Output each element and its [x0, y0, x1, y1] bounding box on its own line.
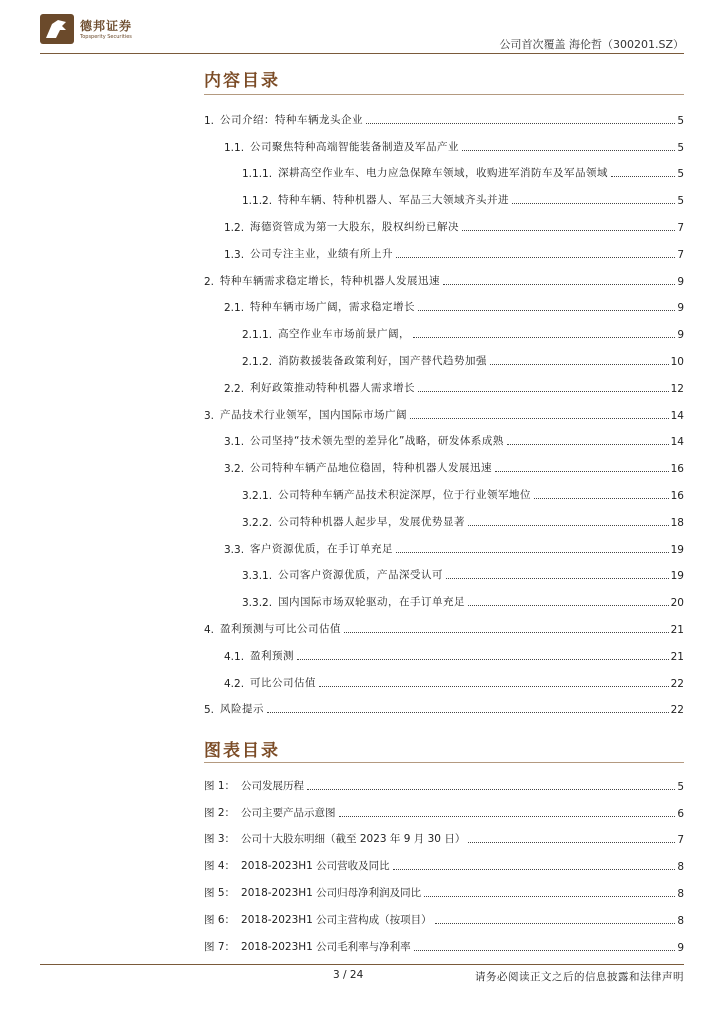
entry-number: 图 6：	[204, 913, 236, 926]
entry-number: 3.2.	[224, 463, 245, 476]
entry-page-number: 16	[670, 463, 684, 476]
entry-title: 公司客户资源优质，产品深受认可	[278, 569, 444, 582]
entry-title: 产品技术行业领军，国内国际市场广阔	[220, 408, 408, 421]
entry-number: 1.2.	[224, 221, 245, 234]
entry-title: 客户资源优质，在手订单充足	[250, 542, 394, 555]
dot-leader	[435, 923, 676, 924]
dot-leader	[267, 712, 669, 713]
toc-entry[interactable]	[204, 609, 684, 636]
entry-title: 海德资管成为第一大股东，股权纠纷已解决	[250, 220, 460, 233]
toc-title: 内容目录	[204, 71, 280, 91]
entry-page-number: 14	[670, 436, 684, 449]
figure-entry[interactable]	[204, 873, 684, 900]
entry-title: 利好政策推动特种机器人需求增长	[250, 381, 416, 394]
entry-page-number: 5	[677, 168, 684, 181]
entry-page-number: 7	[677, 221, 684, 234]
logo-chinese-text: 德邦证券	[80, 19, 133, 33]
entry-title: 公司发展历程	[241, 779, 305, 792]
toc-entry[interactable]	[204, 422, 684, 449]
entry-number: 2.2.	[224, 382, 245, 395]
toc-entry[interactable]	[204, 663, 684, 690]
dot-leader	[339, 816, 676, 817]
entry-title: 2018-2023H1 公司归母净利润及同比	[241, 886, 422, 899]
entry-page-number: 20	[670, 597, 684, 610]
entry-number: 图 3：	[204, 833, 236, 846]
toc-entry[interactable]	[204, 234, 684, 261]
dot-leader	[414, 950, 676, 951]
dot-leader	[468, 605, 669, 606]
entry-number: 图 2：	[204, 806, 236, 819]
entry-title: 公司介绍：特种车辆龙头企业	[220, 113, 364, 126]
horse-logo-icon	[40, 14, 74, 44]
toc-entry[interactable]	[204, 368, 684, 395]
entry-title: 风险提示	[220, 703, 265, 716]
dot-leader	[297, 659, 669, 660]
figures-title-rule	[204, 762, 684, 763]
entry-page-number: 5	[677, 780, 684, 793]
entry-title: 公司主要产品示意图	[241, 806, 336, 819]
entry-title: 深耕高空作业车、电力应急保障车领域，收购进军消防车及军品领域	[278, 167, 609, 180]
dot-leader	[319, 686, 669, 687]
dot-leader	[366, 123, 675, 124]
toc-entry[interactable]	[204, 127, 684, 154]
figures-title: 图表目录	[204, 741, 280, 761]
entry-page-number: 12	[670, 382, 684, 395]
entry-page-number: 10	[670, 355, 684, 368]
dot-leader	[393, 869, 676, 870]
entry-page-number: 18	[670, 516, 684, 529]
entry-page-number: 7	[677, 248, 684, 261]
entry-number: 1.1.1.	[242, 168, 273, 181]
toc-entry[interactable]	[204, 288, 684, 315]
entry-page-number: 9	[677, 941, 684, 954]
entry-number: 3.3.	[224, 543, 245, 556]
entry-number: 4.1.	[224, 650, 245, 663]
entry-number: 图 5：	[204, 886, 236, 899]
entry-number: 3.2.2.	[242, 516, 273, 529]
entry-page-number: 5	[677, 141, 684, 154]
figure-list	[204, 766, 684, 954]
entry-title: 2018-2023H1 公司毛利率与净利率	[241, 940, 411, 953]
entry-number: 5.	[204, 704, 215, 717]
toc-entry[interactable]	[204, 529, 684, 556]
entry-page-number: 8	[677, 861, 684, 874]
dot-leader	[468, 842, 675, 843]
entry-page-number: 22	[670, 704, 684, 717]
dot-leader	[446, 578, 669, 579]
entry-title: 2018-2023H1 公司主营构成（按项目）	[241, 913, 432, 926]
dot-leader	[418, 310, 675, 311]
figure-entry[interactable]	[204, 793, 684, 820]
entry-title: 公司专注主业，业绩有所上升	[250, 247, 394, 260]
toc-entry[interactable]	[204, 261, 684, 288]
entry-title: 公司坚持“技术领先型的差异化”战略，研发体系成熟	[250, 435, 504, 448]
entry-page-number: 14	[670, 409, 684, 422]
dot-leader	[344, 632, 669, 633]
dot-leader	[424, 896, 675, 897]
toc-entry[interactable]	[204, 502, 684, 529]
entry-number: 2.1.	[224, 302, 245, 315]
entry-number: 2.	[204, 275, 215, 288]
page-number: 3 / 24	[333, 969, 364, 981]
entry-title: 消防救援装备政策利好，国产替代趋势加强	[278, 354, 488, 367]
entry-number: 图 7：	[204, 940, 236, 953]
figure-entry[interactable]	[204, 820, 684, 847]
entry-number: 4.	[204, 623, 215, 636]
toc-entry[interactable]	[204, 475, 684, 502]
toc-entry[interactable]	[204, 395, 684, 422]
header-divider	[40, 53, 684, 54]
footer-disclaimer: 请务必阅读正文之后的信息披露和法律声明	[475, 971, 684, 983]
report-title: 公司首次覆盖 海伦哲（300201.SZ）	[499, 38, 684, 51]
entry-number: 图 4：	[204, 860, 236, 873]
dot-leader	[495, 471, 669, 472]
entry-page-number: 8	[677, 887, 684, 900]
entry-number: 2.1.1.	[242, 329, 273, 342]
toc-entry[interactable]	[204, 341, 684, 368]
entry-number: 3.3.1.	[242, 570, 273, 583]
dot-leader	[396, 257, 675, 258]
entry-number: 3.3.2.	[242, 597, 273, 610]
dot-leader	[611, 176, 675, 177]
entry-number: 1.1.	[224, 141, 245, 154]
entry-number: 3.2.1.	[242, 489, 273, 502]
toc-entry[interactable]	[204, 207, 684, 234]
figure-entry[interactable]	[204, 766, 684, 793]
dot-leader	[534, 498, 669, 499]
dot-leader	[462, 230, 675, 231]
entry-number: 3.1.	[224, 436, 245, 449]
entry-page-number: 9	[677, 302, 684, 315]
entry-number: 1.	[204, 114, 215, 127]
dot-leader	[396, 552, 669, 553]
entry-number: 图 1：	[204, 779, 236, 792]
entry-title: 公司特种车辆产品地位稳固，特种机器人发展迅速	[250, 462, 493, 475]
entry-number: 2.1.2.	[242, 355, 273, 368]
entry-number: 1.3.	[224, 248, 245, 261]
dot-leader	[490, 364, 669, 365]
entry-number: 1.1.2.	[242, 195, 273, 208]
entry-title: 盈利预测	[250, 649, 295, 662]
toc-entry[interactable]	[204, 690, 684, 717]
entry-title: 公司十大股东明细（截至 2023 年 9 月 30 日）	[241, 833, 466, 846]
entry-title: 国内国际市场双轮驱动，在手订单充足	[278, 596, 466, 609]
logo-english-text: Topsperity Securities	[80, 34, 132, 40]
entry-page-number: 19	[670, 543, 684, 556]
dot-leader	[307, 789, 675, 790]
toc-title-rule	[204, 94, 684, 95]
table-of-contents	[204, 100, 684, 716]
entry-title: 特种车辆需求稳定增长，特种机器人发展迅速	[220, 274, 441, 287]
page-header	[40, 12, 684, 56]
company-logo	[40, 12, 170, 46]
entry-page-number: 22	[670, 677, 684, 690]
toc-entry[interactable]	[204, 154, 684, 181]
figure-entry[interactable]	[204, 846, 684, 873]
toc-entry[interactable]	[204, 180, 684, 207]
entry-title: 公司聚焦特种高端智能装备制造及军品产业	[250, 140, 460, 153]
entry-title: 盈利预测与可比公司估值	[220, 622, 342, 635]
dot-leader	[507, 444, 669, 445]
entry-number: 4.2.	[224, 677, 245, 690]
toc-entry[interactable]	[204, 448, 684, 475]
entry-title: 公司特种车辆产品技术积淀深厚，位于行业领军地位	[278, 488, 532, 501]
figure-entry[interactable]	[204, 927, 684, 954]
footer-divider	[40, 964, 684, 965]
toc-entry[interactable]	[204, 314, 684, 341]
entry-title: 可比公司估值	[250, 676, 317, 689]
entry-page-number: 9	[677, 275, 684, 288]
entry-page-number: 5	[677, 195, 684, 208]
entry-page-number: 6	[677, 807, 684, 820]
toc-entry[interactable]	[204, 100, 684, 127]
dot-leader	[413, 337, 675, 338]
entry-number: 3.	[204, 409, 215, 422]
figure-entry[interactable]	[204, 900, 684, 927]
entry-page-number: 21	[670, 623, 684, 636]
entry-page-number: 5	[677, 114, 684, 127]
entry-page-number: 7	[677, 834, 684, 847]
dot-leader	[418, 391, 669, 392]
entry-page-number: 16	[670, 489, 684, 502]
dot-leader	[468, 525, 669, 526]
dot-leader	[512, 203, 675, 204]
entry-title: 高空作业车市场前景广阔，	[278, 328, 411, 341]
entry-page-number: 21	[670, 650, 684, 663]
entry-page-number: 19	[670, 570, 684, 583]
dot-leader	[462, 150, 675, 151]
toc-entry[interactable]	[204, 556, 684, 583]
dot-leader	[443, 284, 675, 285]
entry-title: 2018-2023H1 公司营收及同比	[241, 860, 390, 873]
toc-entry[interactable]	[204, 636, 684, 663]
entry-title: 公司特种机器人起步早，发展优势显著	[278, 515, 466, 528]
dot-leader	[410, 418, 669, 419]
entry-page-number: 9	[677, 329, 684, 342]
entry-page-number: 8	[677, 914, 684, 927]
entry-title: 特种车辆市场广阔，需求稳定增长	[250, 301, 416, 314]
toc-entry[interactable]	[204, 582, 684, 609]
entry-title: 特种车辆、特种机器人、军品三大领域齐头并进	[278, 194, 510, 207]
